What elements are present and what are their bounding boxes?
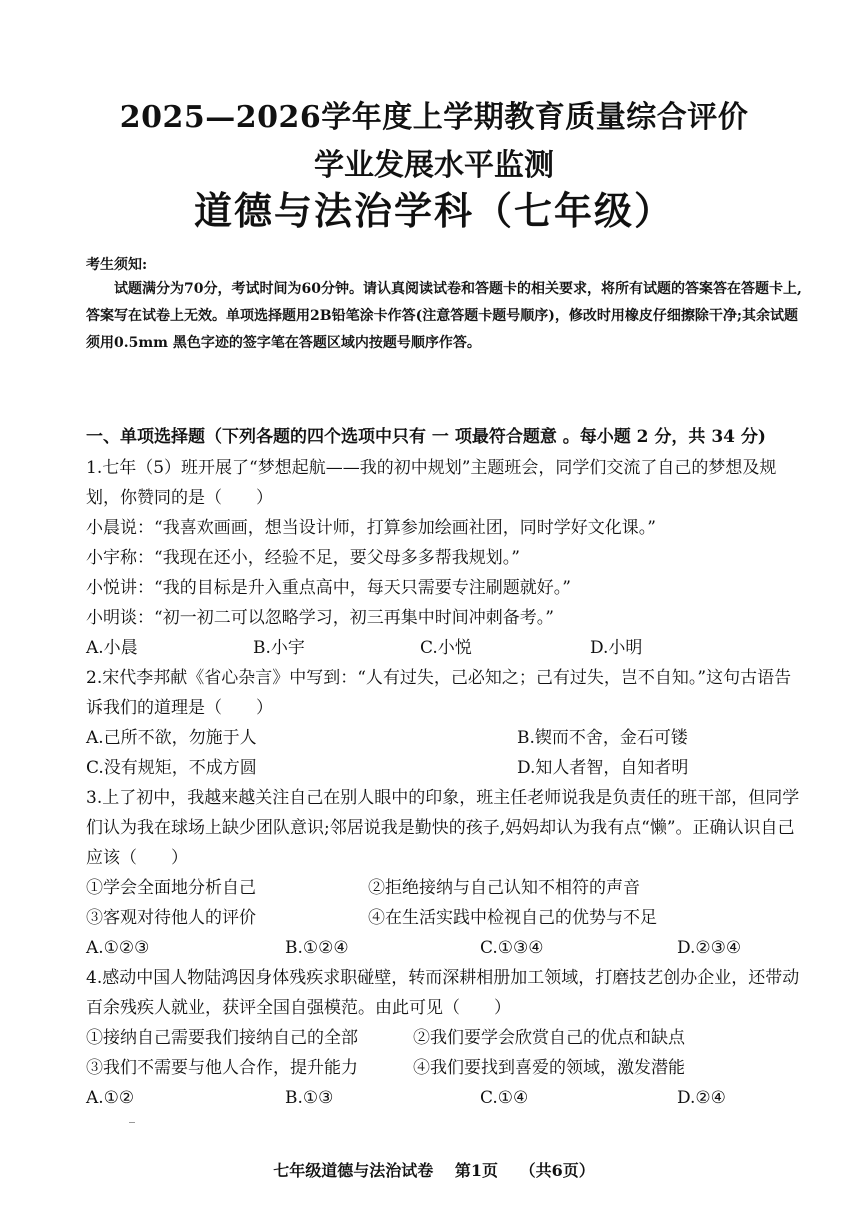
question-3-option-c: C.①③④ bbox=[480, 938, 544, 958]
question-1-statement-4: 小明谈：“初一初二可以忽略学习，初三再集中时间冲刺备考。” bbox=[86, 608, 554, 628]
footer-page-total: （共6页） bbox=[519, 1161, 595, 1180]
question-3-item-1: ①学会全面地分析自己 bbox=[86, 878, 256, 898]
question-4-item-3: ③我们不需要与他人合作，提升能力 bbox=[86, 1058, 358, 1078]
question-4-item-1: ①接纳自己需要我们接纳自己的全部 bbox=[86, 1028, 358, 1048]
section-heading: 一、单项选择题（下列各题的四个选项中只有 一 项最符合题意 。每小题 2 分，共 34 分) bbox=[86, 427, 766, 447]
question-3-item-3: ③客观对待他人的评价 bbox=[86, 908, 256, 928]
question-1-option-a: A.小晨 bbox=[86, 638, 138, 658]
notice-text: 试题满分为70分，考试时间为60分钟。请认真阅读试卷和答题卡的相关要求，将所有试题的答案答在答题卡上,答案写在试卷上无效。单项选择题用2B铅笔涂卡作答(注意答题卡题号顺序)，修改时用橡皮仔细擦除干净;其余试题须用0.5mm 黑色字迹的签字笔在答题区域内按题号顺序作答。 bbox=[86, 281, 802, 351]
exam-title-line2: 学业发展水平监测 bbox=[314, 148, 554, 183]
scan-mark bbox=[129, 1122, 135, 1123]
question-3-item-2: ②拒绝接纳与自己认知不相符的声音 bbox=[368, 878, 640, 898]
notice-label: 考生须知: bbox=[86, 257, 148, 273]
question-2-option-a: A.己所不欲，勿施于人 bbox=[86, 728, 257, 748]
question-2-option-c: C.没有规矩，不成方圆 bbox=[86, 758, 257, 778]
question-1-statement-2: 小宇称：“我现在还小，经验不足，要父母多多帮我规划。” bbox=[86, 548, 520, 568]
question-1-option-c: C.小悦 bbox=[420, 638, 472, 658]
question-4-option-b: B.①③ bbox=[285, 1088, 334, 1108]
question-3-stem: 3.上了初中，我越来越关注自己在别人眼中的印象，班主任老师说我是负责任的班干部，但同学们认为我在球场上缺少团队意识;邻居说我是勤快的孩子,妈妈却认为我有点“懒”。正确认识自己应该（ ） bbox=[86, 788, 800, 868]
question-4-stem: 4.感动中国人物陆鸿因身体残疾求职碰壁，转而深耕相册加工领域，打磨技艺创办企业，还带动百余残疾人就业，获评全国自强模范。由此可见（ ） bbox=[86, 968, 800, 1018]
question-4-item-2: ②我们要学会欣赏自己的优点和缺点 bbox=[413, 1028, 685, 1048]
question-1-statement-3: 小悦讲：“我的目标是升入重点高中，每天只需要专注刷题就好。” bbox=[86, 578, 571, 598]
question-1-option-b: B.小宇 bbox=[253, 638, 305, 658]
question-3-option-b: B.①②④ bbox=[285, 938, 349, 958]
question-1-stem: 1.七年（5）班开展了“梦想起航——我的初中规划”主题班会，同学们交流了自己的梦想及规划，你赞同的是（ ） bbox=[86, 458, 777, 508]
question-4-option-c: C.①④ bbox=[480, 1088, 529, 1108]
question-1-option-d: D.小明 bbox=[590, 638, 643, 658]
exam-title-line1: 2025—2026学年度上学期教育质量综合评价 bbox=[119, 100, 749, 135]
question-1-statement-1: 小晨说：“我喜欢画画，想当设计师，打算参加绘画社团，同时学好文化课。” bbox=[86, 518, 656, 538]
footer-subject: 七年级道德与法治试卷 bbox=[273, 1161, 434, 1180]
question-3-option-d: D.②③④ bbox=[677, 938, 742, 958]
footer-page-number: 第1页 bbox=[454, 1161, 498, 1180]
question-4-option-d: D.②④ bbox=[677, 1088, 726, 1108]
question-2-option-b: B.锲而不舍，金石可镂 bbox=[517, 728, 688, 748]
question-2-option-d: D.知人者智，自知者明 bbox=[517, 758, 689, 778]
exam-subject-title: 道德与法治学科（七年级） bbox=[193, 188, 674, 233]
question-3-item-4: ④在生活实践中检视自己的优势与不足 bbox=[368, 908, 657, 928]
question-2-stem: 2.宋代李邦献《省心杂言》中写到：“人有过失，己必知之；己有过失，岂不自知。”这句古语告诉我们的道理是（ ） bbox=[86, 668, 792, 718]
page-footer bbox=[0, 1158, 868, 1181]
question-4-option-a: A.①② bbox=[86, 1088, 135, 1108]
question-3-option-a: A.①②③ bbox=[86, 938, 150, 958]
question-4-item-4: ④我们要找到喜爱的领域，激发潜能 bbox=[413, 1058, 685, 1078]
